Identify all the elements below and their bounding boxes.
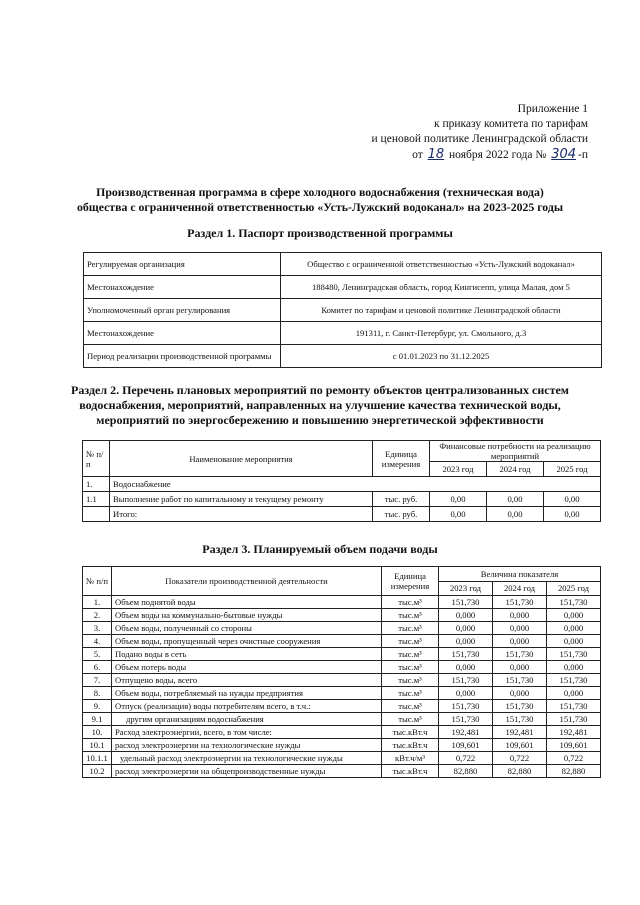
appendix-day-handwritten: 18: [427, 147, 445, 162]
passport-value: с 01.01.2023 по 31.12.2025: [281, 345, 602, 368]
row-2023: 151,730: [439, 596, 493, 609]
row-unit: тыс.м³: [382, 609, 439, 622]
row-2023: 0,000: [439, 609, 493, 622]
row-name: Выполнение работ по капитальному и текущему ремонту: [110, 492, 373, 507]
row-unit: тыс.м³: [382, 661, 439, 674]
row-unit: тыс.м³: [382, 713, 439, 726]
row-2023: 0,00: [430, 492, 487, 507]
row-2025: 109,601: [547, 739, 601, 752]
row-name: удельный расход электроэнергии на технологические нужды: [112, 752, 382, 765]
table-row: [83, 648, 601, 661]
passport-label: Местонахождение: [84, 276, 281, 299]
row-2023: 109,601: [439, 739, 493, 752]
row-num: 4.: [83, 635, 112, 648]
row-num: 9.1: [83, 713, 112, 726]
row-name: Объем воды, потребляемый на нужды предприятия: [112, 687, 382, 700]
table-header-row: [83, 567, 601, 582]
row-name: Итого:: [110, 507, 373, 522]
row-num: 9.: [83, 700, 112, 713]
row-num: 5.: [83, 648, 112, 661]
row-unit: тыс. руб.: [373, 492, 430, 507]
row-2025: 82,880: [547, 765, 601, 778]
row-2023: 151,730: [439, 700, 493, 713]
row-name: Отпущено воды, всего: [112, 674, 382, 687]
document-title-line1: Производственная программа в сфере холодного водоснабжения (техническая вода): [96, 185, 544, 199]
row-2025: 0,00: [544, 507, 601, 522]
row-unit: тыс.кВт.ч: [382, 726, 439, 739]
column-header-num: № п/п: [83, 567, 112, 596]
table-row: [83, 507, 601, 522]
section2-heading-line2: водоснабжения, мероприятий, направленных на улучшение качества технической воды,: [79, 398, 561, 412]
table-row: [83, 492, 601, 507]
row-2025: 151,730: [547, 648, 601, 661]
row-2024: 0,000: [493, 622, 547, 635]
row-num: 10.: [83, 726, 112, 739]
row-2025: 151,730: [547, 700, 601, 713]
row-2023: 0,000: [439, 687, 493, 700]
table-row: [83, 687, 601, 700]
row-num: [83, 507, 110, 522]
appendix-date-line: [372, 147, 588, 163]
table-row: [83, 739, 601, 752]
row-name: расход электроэнергии на технологические нужды: [112, 739, 382, 752]
table-row: [83, 635, 601, 648]
row-num: 1.: [83, 596, 112, 609]
water-volume-table: [82, 566, 601, 778]
table-row: [83, 700, 601, 713]
row-name: Объем воды, пропущенный через очистные сооружения: [112, 635, 382, 648]
row-num: 1.: [83, 477, 110, 492]
row-2024: 0,000: [493, 635, 547, 648]
column-header-num: № п/п: [83, 441, 110, 477]
passport-label: Период реализации производственной программы: [84, 345, 281, 368]
row-name: расход электроэнергии на общепроизводственные нужды: [112, 765, 382, 778]
column-header-2025: 2025 год: [547, 581, 601, 596]
row-2024: 151,730: [493, 648, 547, 661]
row-2025: 0,000: [547, 687, 601, 700]
row-unit: тыс.м³: [382, 622, 439, 635]
table-row: [83, 622, 601, 635]
row-2025: 151,730: [547, 674, 601, 687]
row-name: другим организациям водоснабжения: [112, 713, 382, 726]
appendix-date-text: ноября 2022 года №: [449, 149, 547, 161]
row-2024: 0,00: [487, 492, 544, 507]
table-row: [83, 661, 601, 674]
section2-heading-line1: Раздел 2. Перечень плановых мероприятий по ремонту объектов централизованных систем: [71, 383, 569, 397]
appendix-number-suffix: -п: [578, 149, 588, 161]
passport-value: 191311, г. Санкт-Петербург, ул. Смольного, д.3: [281, 322, 602, 345]
row-2023: 0,00: [430, 507, 487, 522]
row-2025: 0,722: [547, 752, 601, 765]
appendix-committee: и ценовой политике Ленинградской области: [371, 133, 588, 145]
passport-label: Местонахождение: [84, 322, 281, 345]
row-2023: 0,000: [439, 622, 493, 635]
row-2024: 0,722: [493, 752, 547, 765]
row-2025: 151,730: [547, 713, 601, 726]
row-unit: тыс.м³: [382, 648, 439, 661]
row-name: Подано воды в сеть: [112, 648, 382, 661]
row-num: 6.: [83, 661, 112, 674]
row-2023: 0,722: [439, 752, 493, 765]
column-header-2024: 2024 год: [487, 462, 544, 477]
passport-value: Общество с ограниченной ответственностью «Усть-Лужский водоканал»: [281, 253, 602, 276]
column-header-2024: 2024 год: [493, 581, 547, 596]
row-2025: 0,00: [544, 492, 601, 507]
row-2024: 0,00: [487, 507, 544, 522]
row-2023: 151,730: [439, 674, 493, 687]
row-unit: тыс.м³: [382, 596, 439, 609]
row-name: Расход электроэнергии, всего, в том числе:: [112, 726, 382, 739]
section3-heading: Раздел 3. Планируемый объем подачи воды: [202, 542, 438, 556]
appendix-title: Приложение 1: [517, 103, 588, 115]
table-row: [83, 674, 601, 687]
row-num: 1.1: [83, 492, 110, 507]
row-2023: 0,000: [439, 635, 493, 648]
row-num: 10.2: [83, 765, 112, 778]
row-2024: 0,000: [493, 687, 547, 700]
section1-heading: Раздел 1. Паспорт производственной программы: [187, 226, 453, 240]
row-2025: 192,481: [547, 726, 601, 739]
table-row: [84, 299, 602, 322]
row-name: Объем воды на коммунально-бытовые нужды: [112, 609, 382, 622]
row-2025: 151,730: [547, 596, 601, 609]
row-2024: 151,730: [493, 674, 547, 687]
row-2024: 0,000: [493, 661, 547, 674]
measures-table: [82, 440, 601, 522]
row-unit: тыс.кВт.ч: [382, 765, 439, 778]
column-header-2023: 2023 год: [430, 462, 487, 477]
passport-value: Комитет по тарифам и ценовой политике Ленинградской области: [281, 299, 602, 322]
appendix-number-handwritten: 304: [551, 147, 577, 162]
row-2024: 82,880: [493, 765, 547, 778]
table-row: [84, 276, 602, 299]
table-header-row: [83, 441, 601, 462]
table-row: [83, 609, 601, 622]
row-name: Объем воды, полученный со стороны: [112, 622, 382, 635]
table-row: [83, 713, 601, 726]
row-2024: 0,000: [493, 609, 547, 622]
section2-heading: [40, 383, 600, 428]
column-header-unit: Единица измерения: [373, 441, 430, 477]
row-2023: 151,730: [439, 713, 493, 726]
table-row: [83, 726, 601, 739]
table-row: [83, 752, 601, 765]
row-2025: 0,000: [547, 622, 601, 635]
document-title-line2: общества с ограниченной ответственностью «Усть-Лужский водоканал» на 2023-2025 годы: [76, 200, 564, 214]
table-row: [83, 477, 601, 492]
row-2023: 151,730: [439, 648, 493, 661]
row-2024: 109,601: [493, 739, 547, 752]
column-header-name: Наименование мероприятия: [110, 441, 373, 477]
row-unit: тыс.кВт.ч: [382, 739, 439, 752]
column-header-2023: 2023 год: [439, 581, 493, 596]
row-2024: 151,730: [493, 700, 547, 713]
row-num: 8.: [83, 687, 112, 700]
passport-value: 188480, Ленинградская область, город Кингисепп, улица Малая, дом 5: [281, 276, 602, 299]
row-2024: 192,481: [493, 726, 547, 739]
row-num: 10.1: [83, 739, 112, 752]
row-unit: тыс.м³: [382, 674, 439, 687]
passport-label: Уполномоченный орган регулирования: [84, 299, 281, 322]
column-header-value: Величина показателя: [439, 567, 601, 582]
appendix-order: к приказу комитета по тарифам: [434, 118, 588, 130]
row-unit: тыс.м³: [382, 635, 439, 648]
appendix-date-prefix: от: [412, 149, 423, 161]
row-2024: 151,730: [493, 713, 547, 726]
section2-heading-line3: мероприятий по энергосбережению и повышению энергетической эффективности: [96, 413, 544, 427]
row-2023: 82,880: [439, 765, 493, 778]
row-name: Объем потерь воды: [112, 661, 382, 674]
row-group-label: Водоснабжение: [110, 477, 601, 492]
row-unit: тыс.м³: [382, 700, 439, 713]
row-2023: 192,481: [439, 726, 493, 739]
table-row: [83, 765, 601, 778]
column-header-name: Показатели производственной деятельности: [112, 567, 382, 596]
row-name: Отпуск (реализация) воды потребителям всего, в т.ч.:: [112, 700, 382, 713]
row-name: Объем поднятой воды: [112, 596, 382, 609]
document-title: [40, 185, 600, 215]
row-2025: 0,000: [547, 635, 601, 648]
row-num: 10.1.1: [83, 752, 112, 765]
row-num: 7.: [83, 674, 112, 687]
row-2024: 151,730: [493, 596, 547, 609]
row-unit: кВт.ч/м³: [382, 752, 439, 765]
row-2025: 0,000: [547, 609, 601, 622]
row-unit: тыс. руб.: [373, 507, 430, 522]
row-num: 2.: [83, 609, 112, 622]
table-row: [84, 345, 602, 368]
passport-label: Регулируемая организация: [84, 253, 281, 276]
appendix-block: [372, 102, 588, 163]
column-header-finance: Финансовые потребности на реализацию мероприятий: [430, 441, 601, 462]
row-unit: тыс.м³: [382, 687, 439, 700]
row-2023: 0,000: [439, 661, 493, 674]
table-row: [84, 253, 602, 276]
column-header-2025: 2025 год: [544, 462, 601, 477]
column-header-unit: Единица измерения: [382, 567, 439, 596]
passport-table: [83, 252, 602, 368]
row-2025: 0,000: [547, 661, 601, 674]
table-row: [84, 322, 602, 345]
row-num: 3.: [83, 622, 112, 635]
table-row: [83, 596, 601, 609]
